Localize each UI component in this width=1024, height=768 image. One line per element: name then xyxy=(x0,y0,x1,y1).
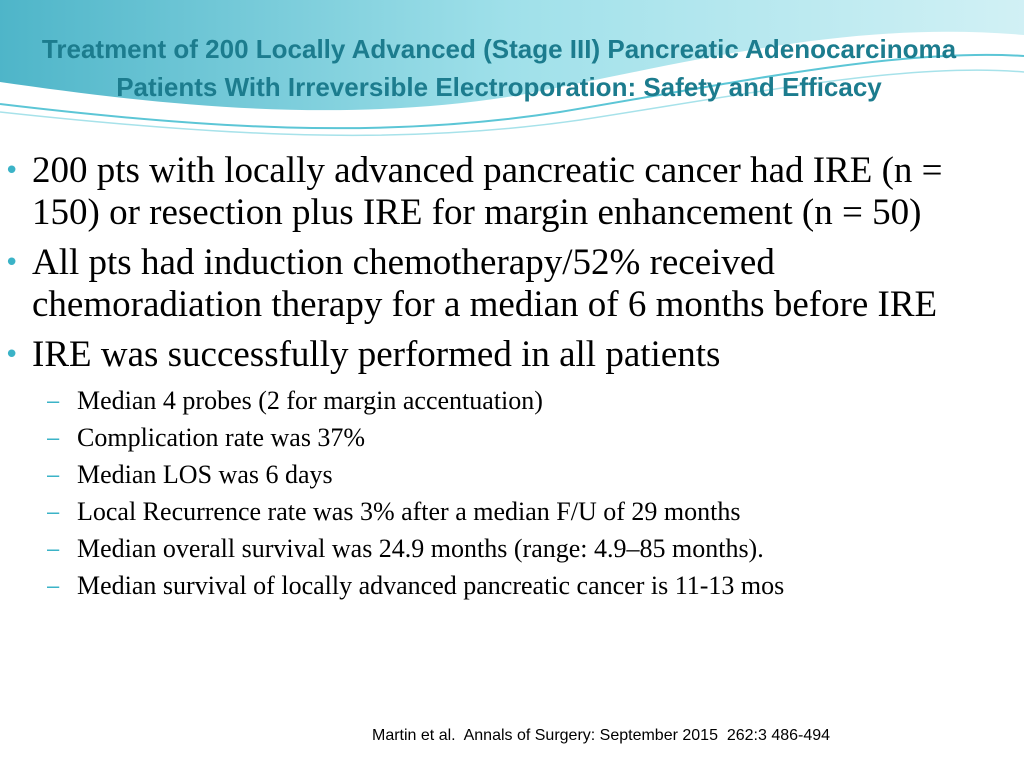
citation: Martin et al. Annals of Surgery: September 2015 262:3 486-494 xyxy=(372,727,831,744)
dash-icon: – xyxy=(47,462,60,487)
sub-bullet-text: Local Recurrence rate was 3% after a median F/U of 29 months xyxy=(77,497,741,526)
sub-bullet-text: Median LOS was 6 days xyxy=(77,460,333,489)
dash-icon: – xyxy=(47,388,60,413)
sub-bullet-text: Median 4 probes (2 for margin accentuation) xyxy=(77,386,543,415)
bullet-item xyxy=(0,150,1010,234)
dash-icon: – xyxy=(47,499,60,524)
sub-bullet-text: Median overall survival was 24.9 months (range: 4.9–85 months). xyxy=(77,534,764,563)
slide-title: Treatment of 200 Locally Advanced (Stage III) Pancreatic Adenocarcinoma Patients With Irreversible Electroporation: Safety and Efficacy xyxy=(41,34,957,102)
sub-bullet-text: Median survival of locally advanced pancreatic cancer is 11-13 mos xyxy=(77,571,785,600)
bullet-item xyxy=(0,242,1010,326)
bullet-icon: • xyxy=(4,156,20,186)
bullet-text: IRE was successfully performed in all patients xyxy=(32,334,721,375)
bullet-item xyxy=(0,334,1010,604)
bullet-text: 200 pts with locally advanced pancreatic cancer had IRE (n = 150) or resection plus IRE for margin enhancement (n = 50) xyxy=(32,150,943,233)
sub-bullet-item xyxy=(32,567,1010,604)
sub-bullet-list xyxy=(32,382,1010,604)
sub-bullet-item xyxy=(32,382,1010,419)
sub-bullet-item xyxy=(32,456,1010,493)
sub-bullet-item xyxy=(32,530,1010,567)
bullet-text: All pts had induction chemotherapy/52% received chemoradiation therapy for a median of 6 months before IRE xyxy=(32,242,938,325)
bullet-list xyxy=(0,150,1010,612)
sub-bullet-item xyxy=(32,493,1010,530)
dash-icon: – xyxy=(47,536,60,561)
sub-bullet-text: Complication rate was 37% xyxy=(77,423,366,452)
dash-icon: – xyxy=(47,573,60,598)
bullet-icon: • xyxy=(4,248,20,278)
bullet-icon: • xyxy=(4,340,20,370)
dash-icon: – xyxy=(47,425,60,450)
sub-bullet-item xyxy=(32,419,1010,456)
